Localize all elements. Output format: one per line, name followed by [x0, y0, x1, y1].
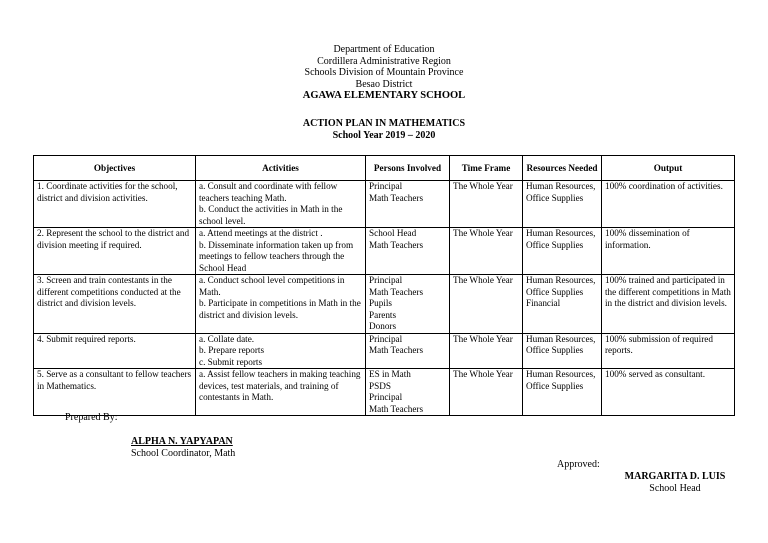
person-item: Principal	[369, 275, 403, 285]
resources-cell	[523, 333, 602, 369]
header-persons-involved: Persons Involved	[366, 156, 450, 181]
time-frame-cell: The Whole Year	[450, 275, 523, 334]
plan-title: ACTION PLAN IN MATHEMATICS	[302, 118, 466, 129]
output-cell: 100% dissemination of information.	[602, 228, 735, 275]
person-item: ES in Math	[369, 369, 411, 379]
output-cell: 100% served as consultant.	[602, 369, 735, 416]
person-item: Principal	[369, 333, 403, 344]
objective-cell: 5. Serve as a consultant to fellow teachers in Mathematics.	[34, 369, 196, 416]
time-frame-cell: The Whole Year	[450, 228, 523, 275]
person-item: Math Teachers	[369, 286, 424, 297]
activity-item: c. Submit reports	[199, 356, 263, 367]
approver-name: MARGARITA D. LUIS	[624, 471, 726, 482]
department-line: Department of Education	[333, 44, 435, 55]
school-year: School Year 2019 – 2020	[332, 129, 436, 141]
resource-item: Human Resources,	[526, 228, 596, 238]
resource-item: Human Resources,	[526, 333, 596, 344]
persons-cell	[366, 333, 450, 369]
resource-item: Financial	[526, 298, 561, 308]
resources-cell	[523, 275, 602, 334]
division-line: Schools Division of Mountain Province	[304, 67, 464, 78]
output-cell: 100% coordination of activities.	[602, 181, 735, 228]
time-frame-cell: The Whole Year	[450, 181, 523, 228]
person-item: Math Teachers	[369, 192, 424, 203]
output-cell: 100% trained and participated in the different competitions in Math in the district and division levels.	[602, 275, 735, 334]
activity-item: a. Consult and coordinate with fellow teachers teaching Math.	[199, 181, 338, 203]
person-item: Pupils	[369, 298, 392, 308]
output-cell: 100% submission of required reports.	[602, 333, 735, 369]
person-item: PSDS	[369, 380, 391, 391]
person-item: Parents	[369, 309, 397, 320]
person-item: Principal	[369, 392, 403, 402]
action-plan-table	[33, 155, 735, 416]
preparer-title: School Coordinator, Math	[131, 447, 236, 459]
persons-cell	[366, 275, 450, 334]
table-header-row	[34, 156, 735, 181]
resource-item: Office Supplies	[526, 286, 584, 297]
activity-item: a. Collate date.	[199, 333, 255, 344]
objective-cell: 2. Represent the school to the district and division meeting if required.	[34, 228, 196, 275]
activity-item: b. Prepare reports	[199, 345, 265, 355]
person-item: Math Teachers	[369, 345, 424, 355]
table-row	[34, 181, 735, 228]
objective-cell: 3. Screen and train contestants in the different competitions conducted at the district and division levels.	[34, 275, 196, 334]
persons-cell	[366, 369, 450, 416]
table-row	[34, 333, 735, 369]
header-resources-needed: Resources Needed	[523, 156, 602, 181]
table-row	[34, 369, 735, 416]
activities-cell	[196, 333, 366, 369]
time-frame-cell: The Whole Year	[450, 333, 523, 369]
header-output: Output	[602, 156, 735, 181]
resource-item: Office Supplies	[526, 345, 584, 355]
region-line: Cordillera Administrative Region	[317, 55, 451, 67]
prepared-by-label: Prepared By:	[65, 412, 118, 423]
header-objectives: Objectives	[34, 156, 196, 181]
table-row	[34, 275, 735, 334]
approver-block	[600, 471, 750, 494]
objective-cell: 1. Coordinate activities for the school, district and division activities.	[34, 181, 196, 228]
school-name: AGAWA ELEMENTARY SCHOOL	[302, 90, 466, 101]
approved-label: Approved:	[557, 459, 600, 470]
objective-cell: 4. Submit required reports.	[34, 333, 196, 369]
activity-item: a. Attend meetings at the district .	[199, 228, 323, 238]
activity-item: b. Participate in competitions in Math in the district and division levels.	[199, 298, 361, 320]
resources-cell	[523, 228, 602, 275]
person-item: Math Teachers	[369, 239, 424, 250]
persons-cell	[366, 181, 450, 228]
activities-cell	[196, 275, 366, 334]
person-item: Math Teachers	[369, 403, 424, 414]
time-frame-cell: The Whole Year	[450, 369, 523, 416]
activity-item: a. Assist fellow teachers in making teaching devices, test materials, and training of contestants in Math.	[199, 369, 361, 402]
district-line: Besao District	[355, 78, 413, 90]
persons-cell	[366, 228, 450, 275]
resource-item: Office Supplies	[526, 192, 584, 203]
preparer-name: ALPHA N. YAPYAPAN	[131, 436, 233, 447]
resource-item: Office Supplies	[526, 239, 584, 250]
preparer-block	[131, 436, 235, 459]
resource-item: Office Supplies	[526, 380, 584, 391]
activity-item: a. Conduct school level competitions in Math.	[199, 275, 345, 297]
document-title	[0, 118, 768, 141]
person-item: School Head	[369, 228, 417, 238]
resource-item: Human Resources,	[526, 275, 596, 285]
resources-cell	[523, 369, 602, 416]
resource-item: Human Resources,	[526, 369, 596, 379]
person-item: Donors	[369, 321, 397, 331]
resources-cell	[523, 181, 602, 228]
document-header	[0, 44, 768, 102]
activity-item: b. Disseminate information taken up from meetings to fellow teachers through the School Head	[199, 239, 354, 273]
activities-cell	[196, 228, 366, 275]
approver-title: School Head	[649, 482, 701, 494]
resource-item: Human Resources,	[526, 181, 596, 191]
activities-cell	[196, 181, 366, 228]
person-item: Principal	[369, 181, 403, 191]
header-activities: Activities	[196, 156, 366, 181]
activity-item: b. Conduct the activities in Math in the school level.	[199, 204, 343, 226]
activities-cell	[196, 369, 366, 416]
table-row	[34, 228, 735, 275]
header-time-frame: Time Frame	[450, 156, 523, 181]
